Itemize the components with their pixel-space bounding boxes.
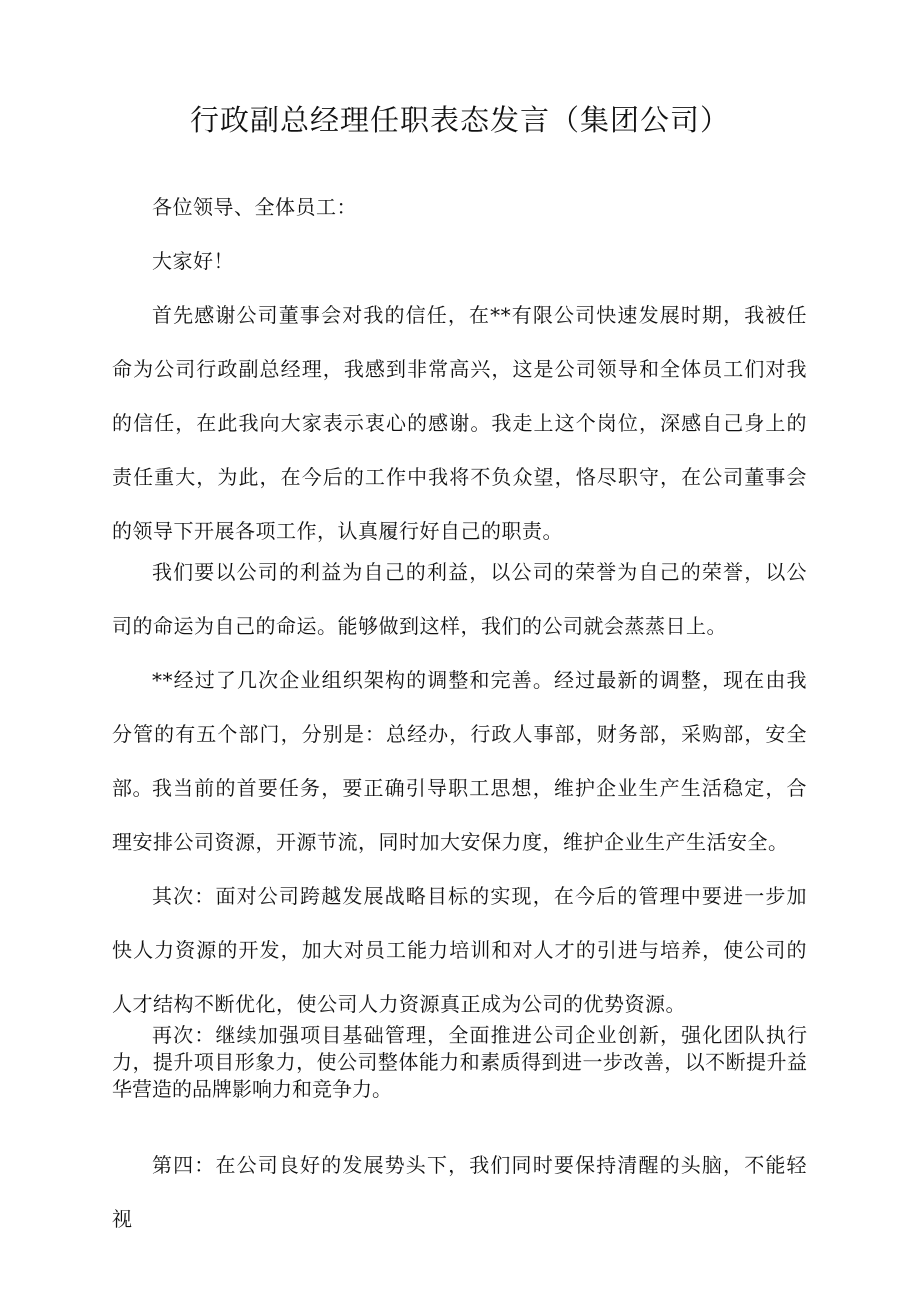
paragraph-fourth: 第四：在公司良好的发展势头下，我们同时要保持清醒的头脑，不能轻视 bbox=[112, 1153, 807, 1231]
paragraph-departments: **经过了几次企业组织架构的调整和完善。经过最新的调整，现在由我分管的有五个部门，分别是：总经办，行政人事部，财务部，采购部，安全部。 bbox=[112, 668, 807, 800]
paragraph-thanks: 首先感谢公司董事会对我的信任，在**有限公司快速发展时期，我被任命为公司行政副总经理，我感到非常高兴，这是公司领导和全体员工们对我的信任，在此我向大家表示衷心的感谢。我走上这个岗位，深感自己身上的责任重大，为此，在今后的工作中我将不负众望，恪尽职守，在公司董事会的领导下开展各项工作，认真履行好自己的职责。 bbox=[112, 303, 807, 543]
document-title: 行政副总经理任职表态发言（集团公司） bbox=[189, 103, 730, 137]
paragraph-primary-task: 我当前的首要任务，要正确引导职工思想，维护企业生产生活稳定，合理安排公司资源，开源节流，同时加大安保力度，维护企业生产生活安全。 bbox=[112, 776, 807, 854]
paragraph-second: 其次：面对公司跨越发展战略目标的实现，在今后的管理中要进一步加快人力资源的开发，加大对员工能力培训和对人才的引进与培养，使公司的人才结构不断优化，使公司人力资源真正成为公司的优势资源。 bbox=[112, 884, 807, 1016]
hello-line: 大家好！ bbox=[152, 249, 234, 273]
greeting-line: 各位领导、全体员工： bbox=[152, 195, 357, 219]
paragraph-company-interest: 我们要以公司的利益为自己的利益，以公司的荣誉为自己的荣誉，以公司的命运为自己的命运。能够做到这样，我们的公司就会蒸蒸日上。 bbox=[112, 560, 807, 638]
paragraph-third: 再次：继续加强项目基础管理，全面推进公司企业创新，强化团队执行力，提升项目形象力，使公司整体能力和素质得到进一步改善，以不断提升益华营造的品牌影响力和竞争力。 bbox=[112, 1023, 807, 1101]
